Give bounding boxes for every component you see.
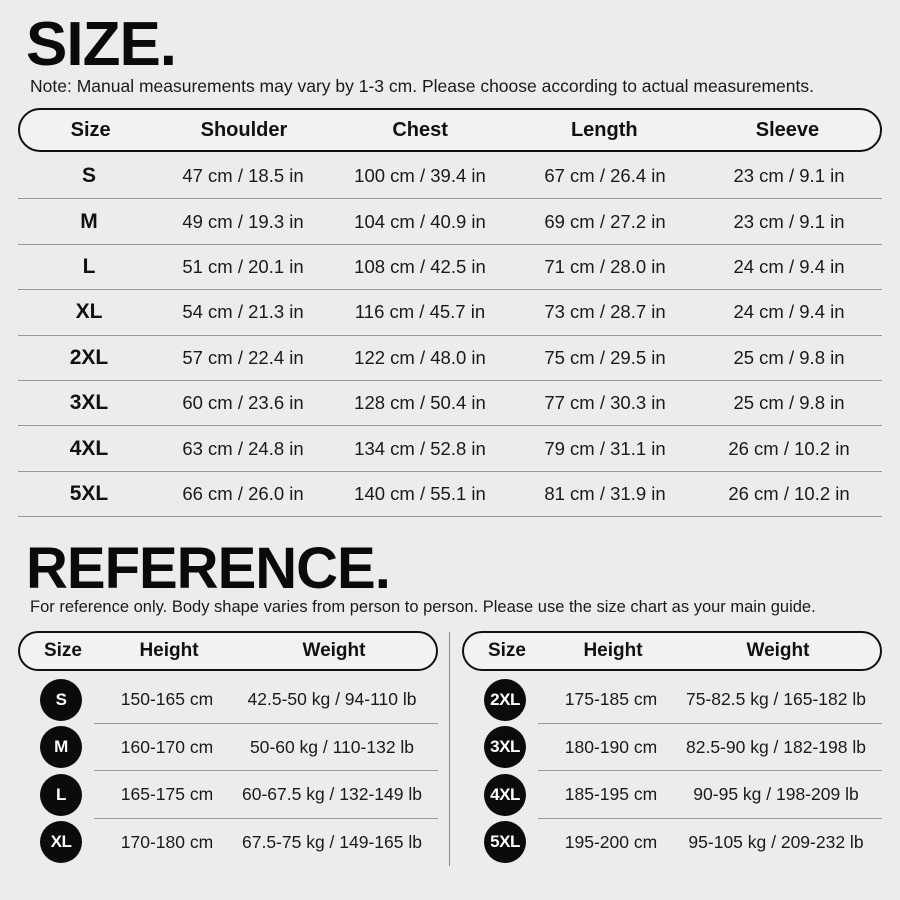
chest-cell: 140 cm / 55.1 in [354,482,486,504]
chest-cell: 100 cm / 39.4 in [354,165,486,187]
size-badge: S [40,679,82,721]
size-cell: L [82,254,96,278]
chest-cell: 104 cm / 40.9 in [354,210,486,232]
height-cell: 175-185 cm [564,689,658,710]
header-chest: Chest [392,118,448,141]
sleeve-cell: 25 cm / 9.8 in [733,392,845,414]
weight-cell: 95-105 kg / 209-232 lb [688,831,864,852]
table-row [18,381,882,426]
table-row [18,724,438,772]
header-size: Size [70,118,111,141]
size-cell: 5XL [69,481,109,505]
size-table-body [18,154,882,517]
reference-header-right [462,631,882,671]
reference-header-left [18,631,438,671]
size-badge: M [40,726,82,768]
sleeve-cell: 23 cm / 9.1 in [733,165,845,187]
ref-header-weight: Weight [746,640,810,661]
length-cell: 75 cm / 29.5 in [544,346,666,368]
size-table [18,108,882,517]
shoulder-cell: 66 cm / 26.0 in [182,482,304,504]
size-cell: S [81,164,96,188]
length-cell: 71 cm / 28.0 in [544,255,666,277]
size-badge: 2XL [484,679,526,721]
weight-cell: 60-67.5 kg / 132-149 lb [242,784,422,805]
table-row [18,819,438,867]
height-cell: 180-190 cm [564,736,658,757]
length-cell: 73 cm / 28.7 in [544,301,666,323]
chest-cell: 128 cm / 50.4 in [354,392,486,414]
sleeve-cell: 23 cm / 9.1 in [733,210,845,232]
table-row [18,676,438,724]
table-row [462,819,882,867]
header-sleeve: Sleeve [755,118,820,141]
ref-header-height: Height [583,640,643,661]
size-badge: XL [40,821,82,863]
size-badge: 4XL [484,774,526,816]
shoulder-cell: 57 cm / 22.4 in [182,346,304,368]
shoulder-cell: 60 cm / 23.6 in [182,392,304,414]
size-cell: 3XL [69,391,109,415]
table-row [462,676,882,724]
height-cell: 185-195 cm [564,784,658,805]
ref-header-size: Size [487,640,527,661]
reference-rows-left [18,676,438,866]
table-row [18,290,882,335]
chest-cell: 122 cm / 48.0 in [354,346,486,368]
weight-cell: 82.5-90 kg / 182-198 lb [686,736,866,757]
chest-cell: 108 cm / 42.5 in [354,255,486,277]
reference-title: REFERENCE. [26,536,390,601]
ref-header-height: Height [139,640,199,661]
height-cell: 150-165 cm [120,689,214,710]
shoulder-cell: 49 cm / 19.3 in [182,210,304,232]
table-row [18,245,882,290]
reference-table-right [462,631,882,866]
size-cell: 2XL [69,345,109,369]
sleeve-cell: 24 cm / 9.4 in [733,255,845,277]
height-cell: 170-180 cm [120,831,214,852]
weight-cell: 90-95 kg / 198-209 lb [693,784,859,805]
table-row [462,724,882,772]
header-shoulder: Shoulder [200,118,288,141]
height-cell: 165-175 cm [120,784,214,805]
table-row [18,426,882,471]
shoulder-cell: 54 cm / 21.3 in [182,301,304,323]
length-cell: 79 cm / 31.1 in [544,437,666,459]
length-cell: 69 cm / 27.2 in [544,210,666,232]
reference-rows-right [462,676,882,866]
weight-cell: 42.5-50 kg / 94-110 lb [247,689,417,710]
ref-header-size: Size [43,640,83,661]
table-row [18,771,438,819]
table-row [18,154,882,199]
height-cell: 195-200 cm [564,831,658,852]
table-row [18,472,882,517]
table-row [18,199,882,244]
shoulder-cell: 47 cm / 18.5 in [182,165,304,187]
shoulder-cell: 63 cm / 24.8 in [182,437,304,459]
sleeve-cell: 26 cm / 10.2 in [728,437,850,459]
sleeve-cell: 26 cm / 10.2 in [728,482,850,504]
size-note: Note: Manual measurements may vary by 1-3 cm. Please choose according to actual measurements. [30,76,814,96]
length-cell: 77 cm / 30.3 in [544,392,666,414]
reference-note: For reference only. Body shape varies from person to person. Please use the size chart as your main guide. [30,598,816,616]
length-cell: 81 cm / 31.9 in [544,482,666,504]
weight-cell: 75-82.5 kg / 165-182 lb [686,689,866,710]
size-title: SIZE. [26,10,177,79]
chest-cell: 116 cm / 45.7 in [354,301,486,323]
size-cell: XL [75,300,103,324]
size-cell: 4XL [69,436,109,460]
size-badge: 5XL [484,821,526,863]
table-row [462,771,882,819]
header-length: Length [570,118,638,141]
ref-header-weight: Weight [302,640,366,661]
shoulder-cell: 51 cm / 20.1 in [182,255,304,277]
sleeve-cell: 24 cm / 9.4 in [733,301,845,323]
size-badge: L [40,774,82,816]
height-cell: 160-170 cm [120,736,214,757]
reference-table-left [18,631,438,866]
size-cell: M [80,209,98,233]
size-badge: 3XL [484,726,526,768]
length-cell: 67 cm / 26.4 in [544,165,666,187]
weight-cell: 67.5-75 kg / 149-165 lb [242,831,422,852]
chest-cell: 134 cm / 52.8 in [354,437,486,459]
weight-cell: 50-60 kg / 110-132 lb [249,736,415,757]
size-table-header [18,108,882,152]
sleeve-cell: 25 cm / 9.8 in [733,346,845,368]
reference-divider [449,632,450,866]
table-row [18,336,882,381]
